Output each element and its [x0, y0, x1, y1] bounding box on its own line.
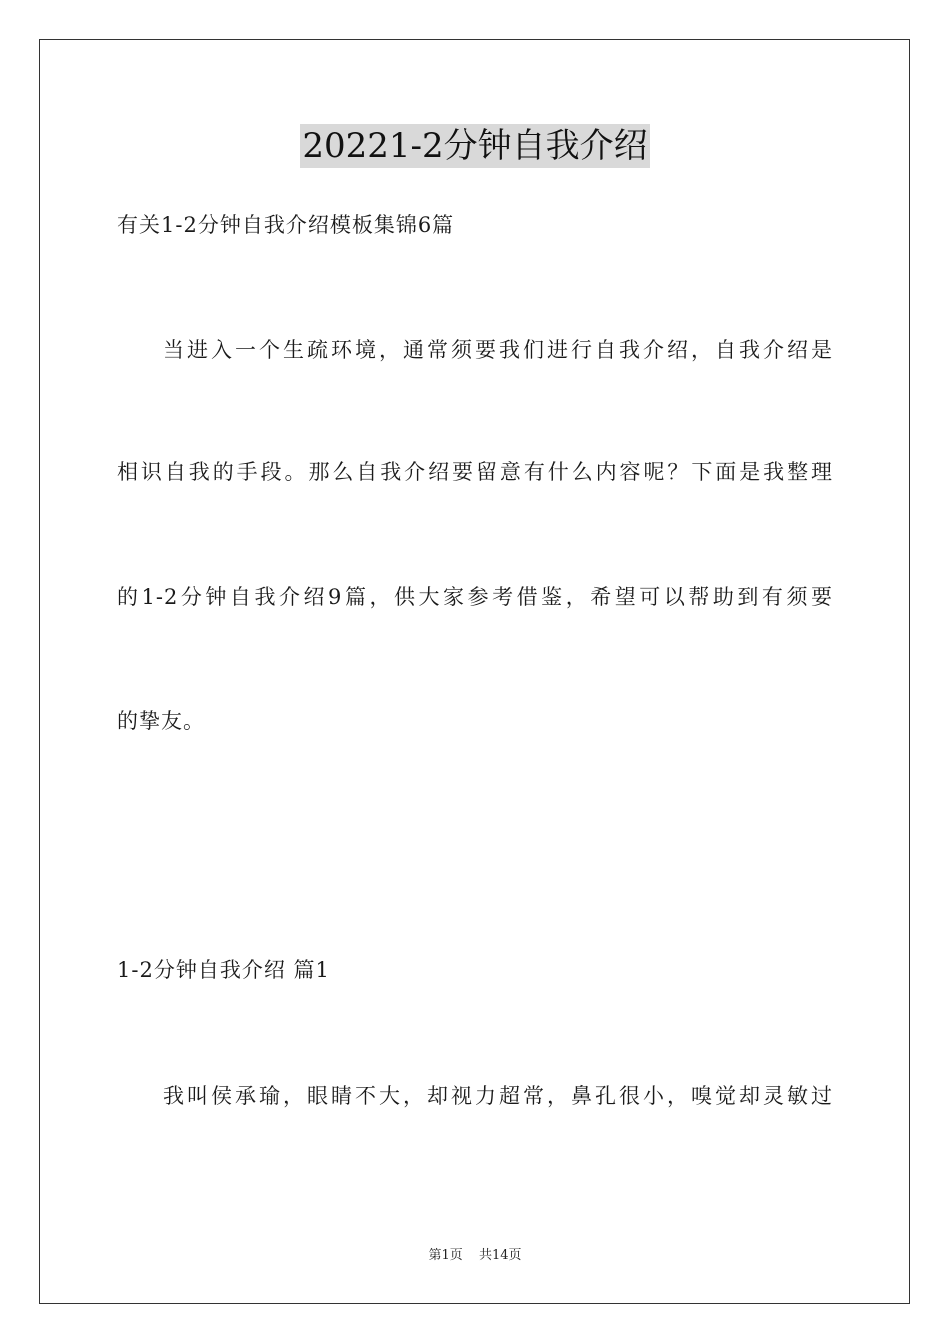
section-paragraph-line-1: 我叫侯承瑜，眼睛不大，却视力超常，鼻孔很小，嗅觉却灵敏过	[163, 1084, 833, 1108]
page-footer	[0, 1247, 950, 1265]
intro-line-3: 的1-2分钟自我介绍9篇，供大家参考借鉴，希望可以帮助到有须要	[117, 585, 833, 609]
page-number-current: 第1页	[428, 1248, 463, 1263]
section-heading: 1-2分钟自我介绍 篇1	[117, 958, 330, 982]
document-subtitle: 有关1-2分钟自我介绍模板集锦6篇	[117, 213, 455, 237]
intro-line-1: 当进入一个生疏环境，通常须要我们进行自我介绍，自我介绍是	[163, 338, 833, 362]
title-container	[0, 124, 950, 168]
page-number-total: 共14页	[478, 1248, 522, 1263]
intro-line-4: 的挚友。	[117, 709, 205, 733]
intro-line-2: 相识自我的手段。那么自我介绍要留意有什么内容呢？下面是我整理	[117, 460, 833, 484]
document-title: 20221-2分钟自我介绍	[302, 126, 648, 166]
